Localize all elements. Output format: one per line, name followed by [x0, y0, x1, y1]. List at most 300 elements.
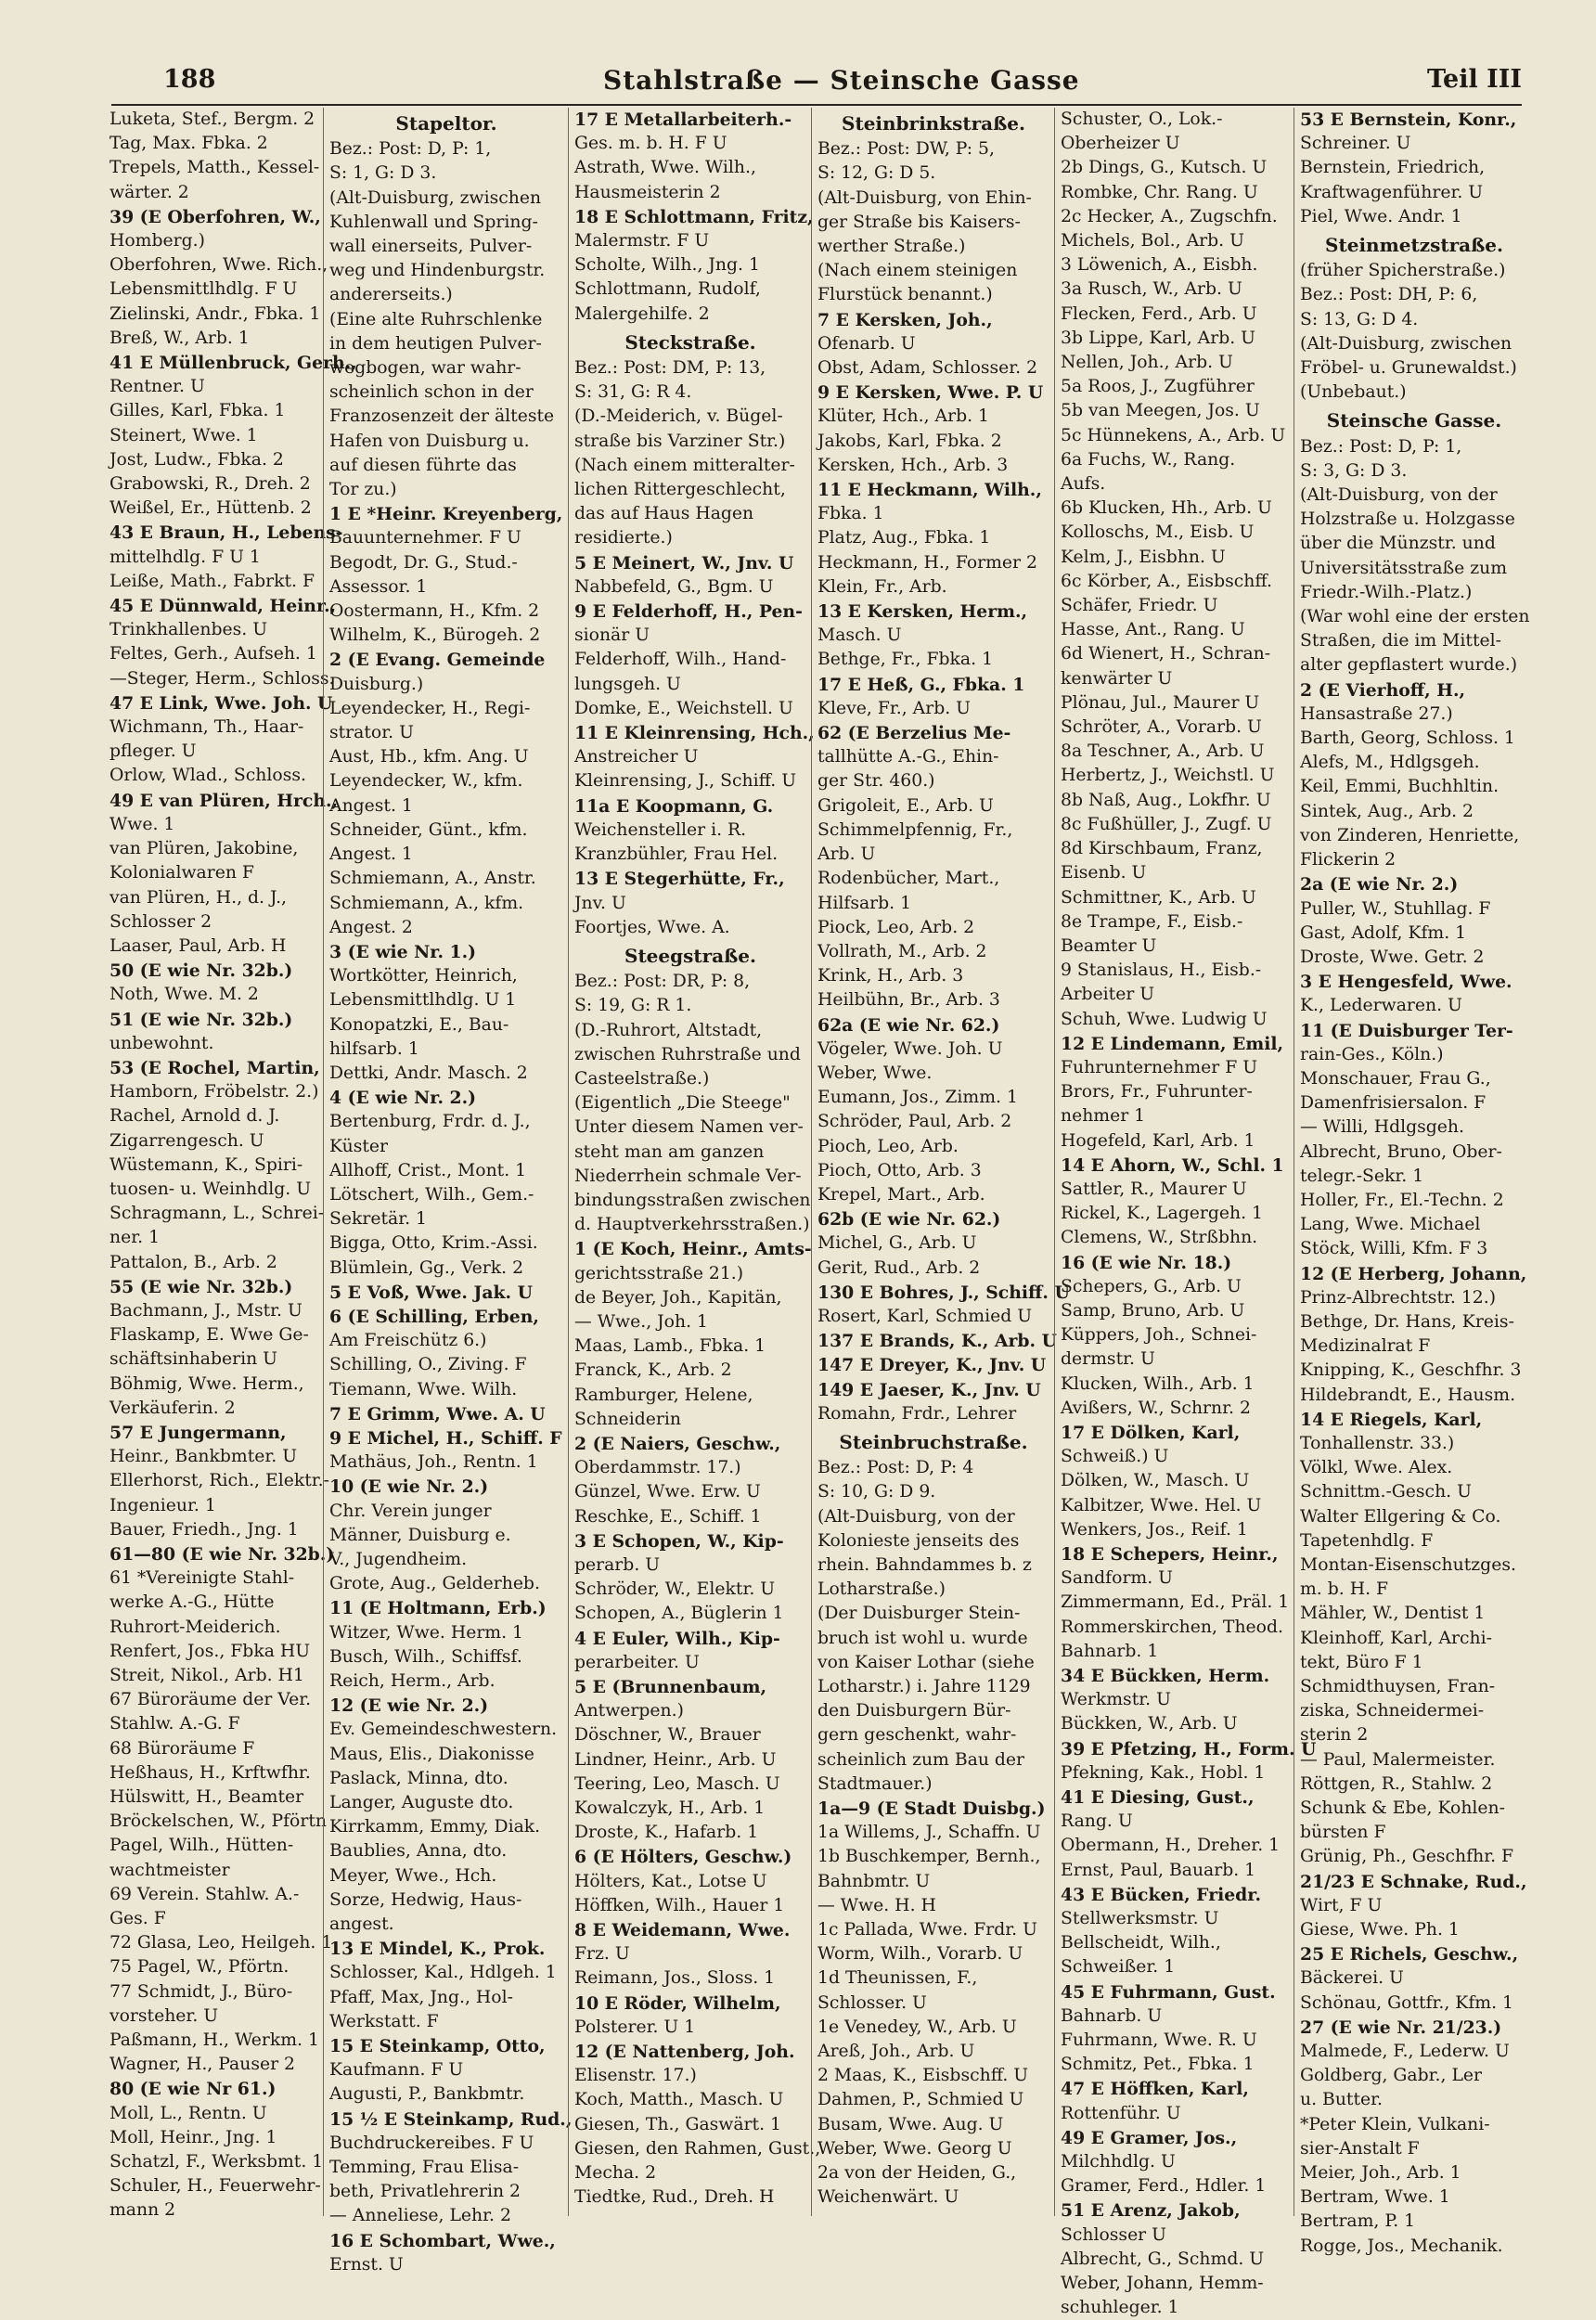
directory-entry-line: 72 Glasa, Leo, Heilgeh. 1: [109, 1933, 333, 1953]
directory-entry-line: Kolonieste jenseits des: [817, 1530, 1020, 1551]
directory-entry-line: 7 E Kersken, Joh.,: [817, 309, 993, 330]
directory-entry-line: Bauer, Friedh., Jng. 1: [109, 1519, 299, 1540]
directory-entry-line: unbewohnt.: [109, 1033, 214, 1053]
directory-entry-line: 12 (E Nattenberg, Joh.: [574, 2042, 795, 2063]
directory-entry-line: 137 E Brands, K., Arb. U: [817, 1331, 1057, 1352]
directory-entry-line: von Kaiser Lothar (siehe: [817, 1652, 1035, 1672]
directory-entry-line: lichen Rittergeschlecht,: [574, 480, 786, 500]
directory-entry-line: Mecha. 2: [574, 2163, 657, 2184]
directory-entry-line: Oberfohren, Wwe. Rich.,: [109, 255, 328, 276]
directory-entry-line: Medizinalrat F: [1300, 1336, 1431, 1357]
directory-entry-line: (Alt-Duisburg, zwischen: [1300, 333, 1512, 354]
directory-entry-line: Orlow, Wlad., Schloss.: [109, 766, 306, 786]
directory-entry-line: Schröder, Paul, Arb. 2: [817, 1112, 1012, 1132]
directory-entry-line: Röttgen, R., Stahlw. 2: [1300, 1773, 1493, 1794]
directory-entry-line: Kleinhoff, Karl, Archi-: [1300, 1628, 1492, 1648]
page-number: 188: [163, 65, 216, 94]
directory-entry-line: Foortjes, Wwe. A.: [574, 917, 730, 937]
directory-entry-line: Küster: [329, 1136, 388, 1156]
directory-entry-line: Eisenb. U: [1061, 863, 1147, 883]
directory-entry-line: (Alt-Duisburg, von Ehin-: [817, 187, 1032, 208]
directory-entry-line: Baublies, Anna, dto.: [329, 1841, 508, 1862]
directory-entry-line: Arb. U: [817, 844, 876, 865]
directory-entry-line: Tor zu.): [329, 480, 397, 500]
directory-entry-line: Meier, Joh., Arb. 1: [1300, 2163, 1461, 2184]
directory-entry-line: Busch, Wilh., Schiffsf.: [329, 1646, 522, 1667]
directory-entry-line: 147 E Dreyer, K., Jnv. U: [817, 1355, 1047, 1376]
directory-entry-line: Ernst, Paul, Bauarb. 1: [1061, 1860, 1256, 1880]
directory-entry-line: 27 (E wie Nr. 21/23.): [1300, 2017, 1502, 2038]
directory-entry-line: gerichtsstraße 21.): [574, 1263, 744, 1283]
directory-entry-line: —Steger, Herm., Schloss.: [109, 668, 335, 689]
directory-entry-line: 61—80 (E wie Nr. 32b.): [109, 1543, 335, 1565]
directory-entry-line: — Wwe., Joh. 1: [574, 1311, 708, 1332]
directory-entry-line: Schweißer. 1: [1061, 1957, 1176, 1978]
directory-entry-line: wegbogen, war wahr-: [329, 358, 521, 379]
directory-entry-line: Schmittner, K., Arb. U: [1061, 887, 1256, 908]
directory-entry-line: Weber, Wwe.: [817, 1063, 933, 1083]
directory-entry-line: 6b Klucken, Hh., Arb. U: [1061, 498, 1272, 519]
directory-entry-line: van Plüren, H., d. J.,: [109, 887, 288, 908]
directory-entry-line: d. Hauptverkehrsstraßen.): [574, 1215, 810, 1235]
directory-entry-line: Kolloschs, M., Eisb. U: [1061, 522, 1255, 543]
directory-entry-line: 9 E Felderhoff, H., Pen-: [574, 601, 803, 623]
directory-entry-line: Grigoleit, E., Arb. U: [817, 795, 994, 816]
directory-entry-line: Bez.: Post: D, P: 1,: [1300, 436, 1462, 457]
directory-entry-line: 41 E Diesing, Gust.,: [1061, 1787, 1255, 1809]
directory-entry-line: Allhoff, Crist., Mont. 1: [329, 1160, 527, 1180]
directory-entry-line: 25 E Richels, Geschw.,: [1300, 1944, 1519, 1966]
directory-entry-line: 14 E Ahorn, W., Schl. 1: [1061, 1154, 1284, 1176]
directory-entry-line: Schuster, O., Lok.-: [1061, 110, 1223, 129]
directory-entry-line: Ev. Gemeindeschwestern.: [329, 1720, 558, 1740]
directory-entry-line: Laaser, Paul, Arb. H: [109, 935, 287, 956]
directory-entry-line: 5 E Voß, Wwe. Jak. U: [329, 1282, 533, 1303]
directory-entry-line: schuhleger. 1: [1061, 2298, 1179, 2318]
directory-entry-line: Bigga, Otto, Krim.-Assi.: [329, 1233, 538, 1254]
directory-entry-line: alter gepflastert wurde.): [1300, 655, 1518, 676]
directory-entry-line: 2 Maas, K., Eisbschff. U: [817, 2066, 1029, 2086]
directory-entry-line: Bez.: Post: D, P: 4: [817, 1458, 974, 1478]
directory-entry-line: Bellscheidt, Wilh.,: [1061, 1933, 1221, 1953]
directory-entry-line: Mathäus, Joh., Rentn. 1: [329, 1452, 538, 1473]
directory-entry-line: Heilbühn, Br., Arb. 3: [817, 990, 1000, 1011]
directory-entry-line: scheinlich zum Bau der: [817, 1749, 1025, 1770]
column-2: [323, 108, 573, 2275]
directory-entry-line: 1c Pallada, Wwe. Frdr. U: [817, 1920, 1037, 1940]
directory-entry-line: tallhütte A.-G., Ehin-: [817, 747, 999, 767]
directory-entry-line: 8c Fußhüller, J., Zugf. U: [1061, 814, 1272, 834]
directory-entry-line: 8d Kirschbaum, Franz,: [1061, 839, 1263, 859]
directory-entry-line: 41 E Müllenbruck, Gerh.,: [109, 353, 357, 374]
directory-entry-line: 18 E Schepers, Heinr.,: [1061, 1543, 1279, 1565]
directory-entry-line: Wwe. 1: [109, 814, 175, 834]
directory-entry-line: Bethge, Fr., Fbka. 1: [817, 650, 994, 670]
directory-entry-line: wall einerseits, Pulver-: [329, 237, 533, 257]
directory-entry-line: Bachmann, J., Mstr. U: [109, 1300, 302, 1321]
directory-entry-line: 6a Fuchs, W., Rang.: [1061, 449, 1236, 470]
directory-entry-line: 15 E Steinkamp, Otto,: [329, 2036, 546, 2057]
directory-entry-line: Felderhoff, Wilh., Hand-: [574, 650, 787, 670]
directory-entry-line: ner. 1: [109, 1228, 161, 1248]
directory-entry-line: Rang. U: [1061, 1811, 1133, 1832]
directory-entry-line: Ges. F: [109, 1909, 166, 1929]
directory-entry-line: 21/23 E Schnake, Rud.,: [1300, 1871, 1527, 1892]
directory-entry-line: 3 (E wie Nr. 1.): [329, 941, 477, 962]
directory-entry-line: Böhmig, Wwe. Herm.,: [109, 1373, 304, 1394]
directory-entry-line: perarbeiter. U: [574, 1652, 700, 1672]
directory-entry-line: Friedr.-Wilh.-Platz.): [1300, 582, 1473, 602]
directory-entry-line: van Plüren, Jakobine,: [109, 839, 299, 859]
directory-entry-line: andererseits.): [329, 285, 453, 305]
directory-entry-line: Kalbitzer, Wwe. Hel. U: [1061, 1495, 1262, 1515]
directory-entry-line: 4 (E wie Nr. 2.): [329, 1088, 477, 1109]
directory-entry-line: 53 (E Rochel, Martin,: [109, 1057, 320, 1078]
directory-entry-line: 13 E Kersken, Herm.,: [817, 601, 1028, 623]
directory-entry-line: Küppers, Joh., Schnei-: [1061, 1325, 1257, 1346]
street-heading: Steinmetzstraße.: [1325, 234, 1503, 257]
directory-entry-line: Leyendecker, W., kfm.: [329, 771, 523, 792]
directory-entry-line: Dahmen, P., Schmied U: [817, 2090, 1024, 2110]
directory-entry-line: Weichenwärt. U: [817, 2187, 959, 2208]
directory-entry-line: Prinz-Albrechtstr. 12.): [1300, 1287, 1497, 1308]
directory-entry-line: Kleinrensing, J., Schiff. U: [574, 771, 797, 792]
directory-entry-line: Breß, W., Arb. 1: [109, 328, 250, 348]
directory-entry-line: Bez.: Post: DH, P: 6,: [1300, 285, 1478, 305]
directory-entry-line: Fuhrunternehmer F U: [1061, 1057, 1258, 1077]
directory-entry-line: Hasse, Ant., Rang. U: [1061, 620, 1245, 640]
directory-entry-line: Oberdammstr. 17.): [574, 1458, 741, 1478]
directory-entry-line: m. b. H. F: [1300, 1579, 1389, 1600]
directory-entry-line: Klein, Fr., Arb.: [817, 576, 947, 597]
directory-entry-line: Reimann, Jos., Sloss. 1: [574, 1968, 776, 1989]
directory-entry-line: Kranzbühler, Frau Hel.: [574, 844, 779, 865]
directory-entry-line: Schlosser U: [1061, 2224, 1166, 2245]
directory-entry-line: Reschke, E., Schiff. 1: [574, 1506, 762, 1527]
directory-entry-line: Flecken, Ferd., Arb. U: [1061, 303, 1257, 324]
directory-entry-line: 3 Löwenich, A., Eisbh.: [1061, 255, 1258, 276]
directory-entry-line: Arbeiter U: [1061, 985, 1155, 1005]
directory-entry-line: Bethge, Dr. Hans, Kreis-: [1300, 1311, 1514, 1332]
directory-entry-line: dermstr. U: [1061, 1349, 1155, 1370]
directory-entry-line: Kaufmann. F U: [329, 2060, 464, 2081]
directory-entry-line: Meyer, Wwe., Hch.: [329, 1865, 497, 1886]
directory-entry-line: Schönau, Gottfr., Kfm. 1: [1300, 1992, 1513, 2013]
directory-entry-line: gern geschenkt, wahr-: [817, 1725, 1017, 1746]
directory-entry-line: 43 E Bücken, Friedr.: [1061, 1884, 1262, 1905]
directory-entry-line: Sandform. U: [1061, 1568, 1173, 1589]
directory-entry-line: Schröder, W., Elektr. U: [574, 1579, 776, 1600]
directory-entry-line: Michel, G., Arb. U: [817, 1233, 977, 1254]
directory-entry-line: 15 ½ E Steinkamp, Rud.,: [329, 2108, 573, 2130]
directory-entry-line: Wenkers, Jos., Reif. 1: [1061, 1519, 1248, 1540]
directory-entry-line: Stadtmauer.): [817, 1773, 933, 1794]
directory-entry-line: 61 *Vereinigte Stahl-: [109, 1568, 295, 1589]
directory-entry-line: Beamter U: [1061, 935, 1157, 956]
directory-entry-line: Pfekning, Kak., Hobl. 1: [1061, 1762, 1266, 1783]
directory-entry-line: angest.: [329, 1914, 394, 1935]
directory-entry-line: Schmidthuysen, Fran-: [1300, 1677, 1496, 1696]
directory-entry-line: Schopen, A., Büglerin 1: [574, 1604, 784, 1624]
directory-entry-line: Flaskamp, E. Wwe Ge-: [109, 1325, 309, 1346]
directory-entry-line: — Paul, Malermeister.: [1300, 1749, 1496, 1770]
directory-entry-line: Anstreicher U: [574, 747, 699, 767]
directory-entry-line: Bäckerei. U: [1300, 1968, 1404, 1989]
directory-entry-line: 2b Dings, G., Kutsch. U: [1061, 158, 1268, 178]
directory-entry-line: Werkstatt. F: [329, 2011, 439, 2031]
directory-entry-line: Flurstück benannt.): [817, 285, 993, 305]
directory-entry-line: Vögeler, Wwe. Joh. U: [817, 1038, 1003, 1059]
directory-entry-line: 51 E Arenz, Jakob,: [1061, 2200, 1241, 2222]
directory-entry-line: Polsterer. U 1: [574, 2017, 696, 2037]
directory-entry-line: Steinert, Wwe. 1: [109, 425, 258, 445]
directory-entry-line: Holler, Fr., El.-Techn. 2: [1300, 1190, 1504, 1210]
directory-entry-line: 16 (E wie Nr. 18.): [1061, 1252, 1232, 1273]
directory-entry-line: werther Straße.): [817, 237, 966, 257]
directory-entry-line: 9 E Kersken, Wwe. P. U: [817, 382, 1044, 404]
directory-entry-line: Leiße, Math., Fabrkt. F: [109, 571, 315, 591]
directory-entry-line: Schneider, Günt., kfm.: [329, 819, 528, 840]
directory-entry-line: Ges. m. b. H. F U: [574, 134, 727, 154]
directory-entry-line: sterin 2: [1300, 1725, 1369, 1746]
directory-entry-line: vorsteher. U: [109, 2005, 219, 2026]
directory-entry-line: ger Str. 460.): [817, 771, 935, 792]
directory-entry-line: Gerit, Rud., Arb. 2: [817, 1257, 981, 1278]
directory-entry-line: strator. U: [329, 723, 414, 743]
directory-entry-line: 3a Rusch, W., Arb. U: [1061, 279, 1242, 300]
directory-entry-line: Flickerin 2: [1300, 850, 1396, 870]
directory-entry-line: 45 E Fuhrmann, Gust.: [1061, 1981, 1276, 2003]
directory-entry-line: 17 E Dölken, Karl,: [1061, 1422, 1241, 1443]
directory-entry-line: den Duisburgern Bür-: [817, 1701, 1011, 1721]
directory-entry-line: Nabbefeld, G., Bgm. U: [574, 576, 774, 597]
directory-entry-line: Albrecht, G., Schmd. U: [1061, 2249, 1265, 2269]
street-heading: Stapeltor.: [395, 112, 497, 135]
directory-entry-line: 3b Lippe, Karl, Arb. U: [1061, 328, 1256, 348]
directory-entry-line: Paslack, Minna, dto.: [329, 1768, 508, 1788]
directory-entry-line: 2 (E Naiers, Geschw.,: [574, 1433, 781, 1454]
directory-entry-line: Alefs, M., Hdlgsgeh.: [1300, 753, 1480, 773]
directory-entry-line: 62b (E wie Nr. 62.): [817, 1209, 1001, 1231]
directory-entry-line: Ingenieur. 1: [109, 1495, 216, 1515]
directory-entry-line: (Nach einem mitteralter-: [574, 455, 795, 475]
column-4: [811, 108, 1070, 2216]
directory-entry-line: von Zinderen, Henriette,: [1300, 825, 1520, 845]
directory-entry-line: 1b Buschkemper, Bernh.,: [817, 1847, 1041, 1867]
directory-entry-line: 14 E Riegels, Karl,: [1300, 1409, 1483, 1430]
directory-entry-line: 11 E Heckmann, Wilh.,: [817, 480, 1042, 501]
directory-entry-line: rain-Ges., Köln.): [1300, 1044, 1444, 1064]
directory-entry-line: Schnittm.-Gesch. U: [1300, 1482, 1472, 1502]
directory-entry-line: Rodenbücher, Mart.,: [817, 869, 1000, 889]
directory-entry-line: Koch, Matth., Masch. U: [574, 2090, 784, 2110]
directory-entry-line: straße bis Varziner Str.): [574, 431, 786, 451]
directory-entry-line: Noth, Wwe. M. 2: [109, 985, 259, 1005]
directory-entry-line: Reich, Herm., Arb.: [329, 1671, 496, 1691]
directory-entry-line: 62a (E wie Nr. 62.): [817, 1014, 1000, 1036]
directory-entry-line: 9 Stanislaus, H., Eisb.-: [1061, 960, 1262, 981]
directory-entry-line: Luketa, Stef., Bergm. 2: [109, 110, 315, 129]
directory-entry-line: 5a Roos, J., Zugführer: [1061, 377, 1255, 397]
directory-entry-line: 6 (E Hölters, Geschw.): [574, 1847, 792, 1868]
directory-entry-line: Astrath, Wwe. Wilh.,: [574, 158, 756, 178]
directory-entry-line: Obst, Adam, Schlosser. 2: [817, 358, 1038, 379]
directory-entry-line: Straßen, die im Mittel-: [1300, 631, 1501, 651]
directory-entry-line: Rommerskirchen, Theod.: [1061, 1617, 1283, 1637]
directory-entry-line: Schepers, G., Arb. U: [1061, 1276, 1242, 1296]
directory-entry-line: 43 E Braun, H., Lebens-: [109, 522, 343, 544]
directory-entry-line: rhein. Bahndammes b. z: [817, 1554, 1032, 1575]
directory-entry-line: S: 3, G: D 3.: [1300, 460, 1408, 481]
directory-entry-line: 12 (E Herberg, Johann,: [1300, 1263, 1527, 1284]
directory-entry-line: 51 (E wie Nr. 32b.): [109, 1009, 293, 1030]
directory-entry-line: Domke, E., Weichstell. U: [574, 698, 793, 718]
directory-entry-line: Wilhelm, K., Bürogeh. 2: [329, 625, 541, 646]
directory-entry-line: 2a von der Heiden, G.,: [817, 2163, 1017, 2184]
directory-entry-line: 1d Theunissen, F.,: [817, 1968, 978, 1989]
directory-entry-line: Maas, Lamb., Fbka. 1: [574, 1336, 766, 1357]
directory-entry-line: 130 E Bohres, J., Schiff. U: [817, 1282, 1070, 1303]
directory-entry-line: Lebensmittlhdlg. U 1: [329, 990, 517, 1011]
directory-entry-line: Renfert, Jos., Fbka HU: [109, 1641, 311, 1661]
directory-entry-line: Werkmstr. U: [1061, 1690, 1171, 1710]
directory-entry-line: Wichmann, Th., Haar-: [109, 717, 304, 738]
directory-entry-line: Rentner. U: [109, 377, 205, 397]
directory-entry-line: u. Butter.: [1300, 2090, 1384, 2110]
directory-entry-line: Schragmann, L., Schrei-: [109, 1204, 325, 1224]
directory-entry-line: Franck, K., Arb. 2: [574, 1360, 732, 1381]
directory-entry-line: Bez.: Post: DM, P: 13,: [574, 358, 766, 379]
directory-entry-line: 17 E Heß, G., Fbka. 1: [817, 674, 1025, 695]
directory-entry-line: 68 Büroräume F: [109, 1738, 255, 1759]
directory-entry-line: Schuh, Wwe. Ludwig U: [1061, 1009, 1268, 1029]
directory-entry-line: 8 E Weidemann, Wwe.: [574, 1920, 791, 1941]
directory-entry-line: 47 E Link, Wwe. Joh. U: [109, 692, 333, 714]
directory-entry-line: 57 E Jungermann,: [109, 1422, 287, 1443]
directory-entry-line: zwischen Ruhrstraße und: [574, 1044, 801, 1064]
directory-entry-line: (War wohl eine der ersten: [1300, 607, 1530, 627]
directory-entry-line: Masch. U: [817, 625, 902, 646]
street-heading: Steckstraße.: [624, 330, 756, 354]
directory-entry-line: Bertram, P. 1: [1300, 2211, 1416, 2232]
directory-entry-line: Michels, Bol., Arb. U: [1061, 231, 1244, 251]
directory-entry-line: 2 (E Vierhoff, H.,: [1300, 679, 1466, 701]
directory-entry-line: Bröckelschen, W., Pförtn: [109, 1811, 327, 1832]
directory-entry-line: Kraftwagenführer. U: [1300, 182, 1484, 202]
directory-entry-line: bürsten F: [1300, 1823, 1386, 1843]
directory-entry-line: 10 E Röder, Wilhelm,: [574, 1992, 781, 2014]
directory-entry-line: nehmer 1: [1061, 1106, 1146, 1127]
directory-entry-line: Jost, Ludw., Fbka. 2: [109, 449, 284, 470]
directory-entry-line: Worm, Wilh., Vorarb. U: [817, 1944, 1023, 1965]
directory-entry-line: Witzer, Wwe. Herm. 1: [329, 1622, 523, 1643]
directory-entry-line: Tapetenhdlg. F: [1300, 1530, 1434, 1551]
directory-entry-line: 1e Venedey, W., Arb. U: [817, 2017, 1017, 2037]
directory-entry-line: Malmede, F., Lederw. U: [1300, 2042, 1510, 2062]
directory-entry-line: 1 E *Heinr. Kreyenberg,: [329, 504, 563, 525]
directory-entry-line: 1a Willems, J., Schaffn. U: [817, 1823, 1041, 1843]
directory-entry-line: Bertram, Wwe. 1: [1300, 2187, 1450, 2208]
directory-entry-line: Nellen, Joh., Arb. U: [1061, 353, 1233, 373]
directory-entry-line: Dettki, Andr. Masch. 2: [329, 1063, 528, 1083]
directory-entry-line: 11 E Kleinrensing, Hch.,: [574, 723, 815, 744]
directory-entry-line: Paßmann, H., Werkm. 1: [109, 2030, 319, 2051]
directory-entry-line: Weichensteller i. R.: [574, 819, 747, 840]
directory-entry-line: Obermann, H., Dreher. 1: [1061, 1836, 1281, 1856]
directory-entry-line: Schmitz, Pet., Fbka. 1: [1061, 2055, 1255, 2075]
directory-entry-line: Gramer, Ferd., Hdler. 1: [1061, 2176, 1267, 2197]
directory-entry-line: Monschauer, Frau G.,: [1300, 1068, 1491, 1089]
directory-entry-line: 5b van Meegen, Jos. U: [1061, 401, 1260, 421]
directory-entry-line: Droste, K., Hafarb. 1: [574, 1823, 759, 1843]
directory-entry-line: Assessor. 1: [329, 576, 428, 597]
directory-entry-line: Verkäuferin. 2: [109, 1398, 236, 1418]
directory-entry-line: 6d Wienert, H., Schran-: [1061, 644, 1271, 664]
directory-entry-line: 11a E Koopmann, G.: [574, 795, 774, 817]
directory-entry-line: Stellwerksmstr. U: [1061, 1909, 1219, 1929]
directory-entry-line: 3 E Hengesfeld, Wwe.: [1300, 972, 1512, 993]
directory-entry-line: Lang, Wwe. Michael: [1300, 1215, 1481, 1235]
directory-entry-line: Begodt, Dr. G., Stud.-: [329, 552, 518, 573]
directory-entry-line: Höffken, Wilh., Hauer 1: [574, 1895, 785, 1915]
directory-entry-line: Fröbel- u. Grunewaldst.): [1300, 358, 1517, 379]
directory-entry-line: Rickel, K., Lagergeh. 1: [1061, 1204, 1263, 1224]
directory-entry-line: Bahnarb. 1: [1061, 1641, 1159, 1661]
directory-entry-line: Heinr., Bankbmter. U: [109, 1447, 298, 1467]
directory-entry-line: Eumann, Jos., Zimm. 1: [817, 1088, 1018, 1108]
directory-entry-line: Schatzl, F., Werksbmt. 1: [109, 2152, 324, 2172]
directory-entry-line: Bahnbmtr. U: [817, 1871, 931, 1891]
directory-entry-line: Schweiß.) U: [1061, 1447, 1169, 1467]
street-heading: Steinsche Gasse.: [1326, 409, 1502, 432]
directory-entry-line: Kleve, Fr., Arb. U: [817, 698, 972, 718]
directory-entry-line: Buchdruckereibes. F U: [329, 2133, 534, 2153]
directory-entry-line: 1a—9 (E Stadt Duisbg.): [817, 1798, 1046, 1820]
directory-entry-line: V., Jugendheim.: [329, 1549, 468, 1569]
directory-entry-line: ziska, Schneidermei-: [1300, 1701, 1485, 1721]
directory-entry-line: bindungsstraßen zwischen: [574, 1190, 811, 1210]
directory-entry-line: Kelm, J., Eisbhn. U: [1061, 547, 1226, 567]
directory-entry-line: Hafen von Duisburg u.: [329, 431, 530, 451]
directory-entry-line: 8e Trampe, F., Eisb.-: [1061, 911, 1243, 932]
directory-entry-line: S: 12, G: D 5.: [817, 163, 936, 184]
column-5: [1054, 108, 1317, 2318]
directory-entry-line: Giesen, den Rahmen, Gust.,: [574, 2138, 821, 2159]
directory-entry-line: mann 2: [109, 2200, 176, 2221]
directory-entry-line: Scholte, Wilh., Jng. 1: [574, 255, 760, 276]
directory-entry-line: (Alt-Duisburg, zwischen: [329, 187, 542, 208]
directory-entry-line: Zimmermann, Ed., Präl. 1: [1061, 1592, 1290, 1613]
directory-entry-line: 39 (E Oberfohren, W.,: [109, 206, 321, 227]
directory-entry-line: (D.-Meiderich, v. Bügel-: [574, 406, 783, 427]
directory-entry-line: Weißel, Er., Hüttenb. 2: [109, 498, 312, 519]
directory-entry-line: Oostermann, H., Kfm. 2: [329, 601, 540, 622]
directory-entry-line: Pattalon, B., Arb. 2: [109, 1252, 277, 1272]
directory-entry-line: Trepels, Matth., Kessel-: [109, 158, 320, 178]
directory-entry-line: Sorze, Hedwig, Haus-: [329, 1889, 522, 1910]
directory-entry-line: 10 (E wie Nr. 2.): [329, 1476, 489, 1498]
directory-entry-line: Schuler, H., Feuerwehr-: [109, 2176, 321, 2197]
directory-entry-line: tuosen- u. Weinhdlg. U: [109, 1179, 312, 1199]
directory-entry-line: Antwerpen.): [574, 1701, 684, 1721]
directory-entry-line: 18 E Schlottmann, Fritz,: [574, 206, 814, 227]
directory-entry-line: Stöck, Willi, Kfm. F 3: [1300, 1239, 1488, 1259]
directory-entry-line: Klüter, Hch., Arb. 1: [817, 406, 990, 427]
street-heading: Steegstraße.: [624, 944, 756, 967]
directory-entry-line: Piock, Leo, Arb. 2: [817, 917, 975, 937]
directory-entry-line: Oberheizer U: [1061, 134, 1180, 154]
directory-entry-line: Heßhaus, H., Krftwfhr.: [109, 1762, 311, 1783]
